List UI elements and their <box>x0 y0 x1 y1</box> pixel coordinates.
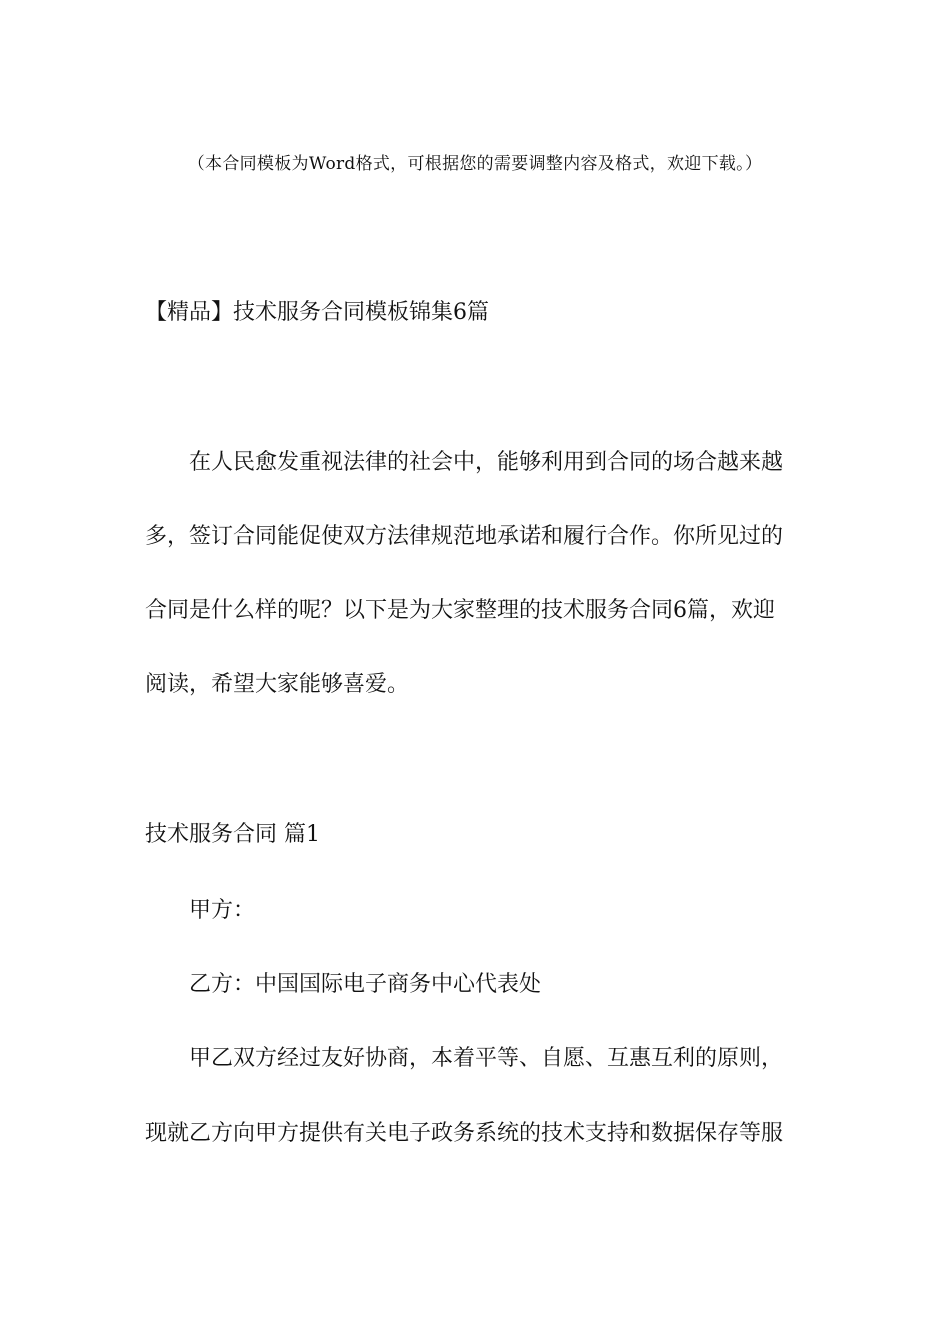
intro-line-2: 多，签订合同能促使双方法律规范地承诺和履行合作。你所见过的 <box>145 524 784 549</box>
section-heading: 技术服务合同 篇1 <box>145 822 320 847</box>
intro-line-1: 在人民愈发重视法律的社会中，能够利用到合同的场合越来越 <box>189 450 784 475</box>
intro-line-3: 合同是什么样的呢？以下是为大家整理的技术服务合同6篇，欢迎 <box>145 598 775 623</box>
intro-line-4: 阅读，希望大家能够喜爱。 <box>145 672 410 697</box>
body-line-2: 现就乙方向甲方提供有关电子政务系统的技术支持和数据保存等服 <box>145 1121 784 1146</box>
body-line-1: 甲乙双方经过友好协商，本着平等、自愿、互惠互利的原则， <box>189 1046 784 1071</box>
party-b-line: 乙方：中国国际电子商务中心代表处 <box>189 972 542 997</box>
party-a-line: 甲方： <box>189 898 256 923</box>
template-note: （本合同模板为Word格式，可根据您的需要调整内容及格式，欢迎下载。） <box>187 154 763 174</box>
document-title: 【精品】技术服务合同模板锦集6篇 <box>145 300 489 325</box>
